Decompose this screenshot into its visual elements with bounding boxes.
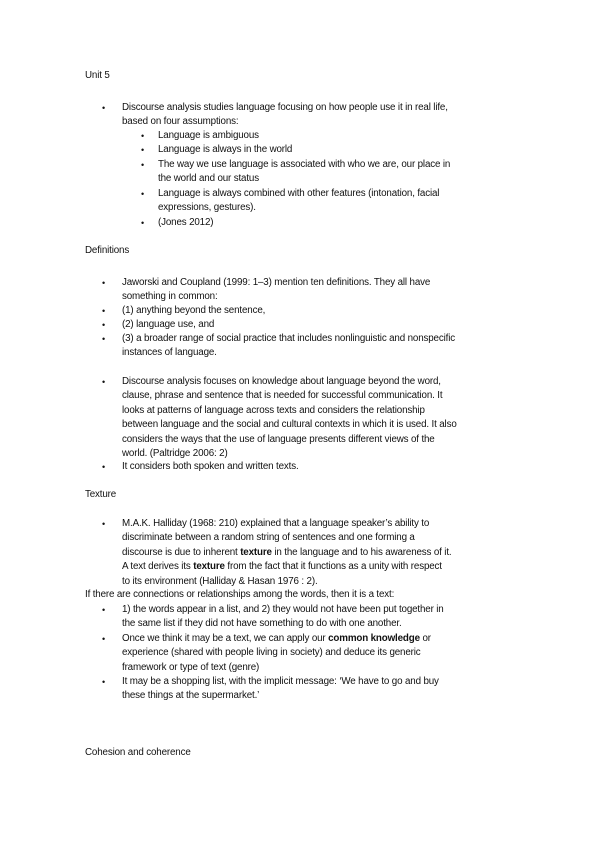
text-line: Discourse analysis focuses on knowledge about language beyond the word, xyxy=(122,376,441,387)
text-line xyxy=(122,546,451,560)
section-heading: Texture xyxy=(85,489,117,500)
bullet-icon: • xyxy=(141,131,145,141)
text-segment: in the language and to his awareness of it. xyxy=(271,546,452,558)
section-heading: Unit 5 xyxy=(85,70,110,81)
bullet-icon: • xyxy=(102,377,106,387)
bullet-icon: • xyxy=(141,189,145,199)
bold-term: texture xyxy=(240,546,272,558)
text-line: discriminate between a random string of sentences and one forming a xyxy=(122,532,415,544)
text-line: instances of language. xyxy=(122,347,217,359)
section-heading: Cohesion and coherence xyxy=(85,747,191,758)
text-line: these things at the supermarket.’ xyxy=(122,690,260,702)
text-segment: discourse is due to inherent xyxy=(122,546,241,558)
bullet-icon: • xyxy=(141,145,145,155)
text-line: 1) the words appear in a list, and 2) they would not have been put together in xyxy=(122,604,444,615)
text-line: Language is always combined with other features (intonation, facial xyxy=(158,188,440,199)
text-line: world. (Paltridge 2006: 2) xyxy=(122,448,228,459)
bullet-icon: • xyxy=(102,605,106,615)
text-line: Jaworski and Coupland (1999: 1–3) mention ten definitions. They all have xyxy=(122,277,431,288)
bullet-icon: • xyxy=(102,278,106,288)
text-line: expressions, gestures). xyxy=(158,202,256,214)
text-segment: or xyxy=(419,633,431,644)
bullet-icon: • xyxy=(102,103,106,113)
text-line xyxy=(122,560,442,574)
text-line: M.A.K. Halliday (1968: 210) explained that a language speaker’s ability to xyxy=(122,518,430,529)
text-line: It may be a shopping list, with the implicit message: ‘We have to go and buy xyxy=(122,676,439,687)
text-line xyxy=(122,632,431,646)
text-line: Language is ambiguous xyxy=(158,130,259,141)
text-segment: A text derives its xyxy=(122,561,194,573)
bullet-icon: • xyxy=(102,519,106,529)
text-segment: from the fact that it functions as a unity with respect xyxy=(224,561,442,573)
section-heading: Definitions xyxy=(85,245,130,256)
text-line: clause, phrase and sentence that is needed for successful communication. It xyxy=(122,390,443,402)
text-line: considers the ways that the use of language presents different views of the xyxy=(122,433,435,445)
bullet-icon: • xyxy=(102,320,106,330)
text-line: (Jones 2012) xyxy=(158,217,214,228)
text-line: (1) anything beyond the sentence, xyxy=(122,305,266,316)
text-line: the same list if they did not have something to do with one another. xyxy=(122,618,402,630)
text-line: the world and our status xyxy=(158,173,259,185)
bullet-icon: • xyxy=(141,160,145,170)
text-line: to its environment (Halliday & Hasan 1976 : 2). xyxy=(122,575,318,587)
text-line: framework or type of text (genre) xyxy=(122,661,260,673)
text-line: looks at patterns of language across texts and considers the relationship xyxy=(122,404,425,416)
bullet-icon: • xyxy=(102,462,106,472)
text-line: something in common: xyxy=(122,291,218,303)
bold-term: texture xyxy=(193,561,225,573)
text-line: between language and the social and cultural contexts in which it is used. It also xyxy=(122,419,457,431)
bullet-icon: • xyxy=(102,306,106,316)
bullet-icon: • xyxy=(102,634,106,644)
text-line: Discourse analysis studies language focusing on how people use it in real life, xyxy=(122,102,448,113)
text-line: experience (shared with people living in society) and deduce its generic xyxy=(122,647,421,659)
text-line: based on four assumptions: xyxy=(122,116,239,128)
text-line: It considers both spoken and written texts. xyxy=(122,461,299,472)
bullet-icon: • xyxy=(102,677,106,687)
text-segment: Once we think it may be a text, we can apply our xyxy=(122,633,329,644)
bold-term: common knowledge xyxy=(328,633,420,644)
bullet-icon: • xyxy=(141,218,145,228)
text-line: The way we use language is associated with who we are, our place in xyxy=(158,159,451,170)
text-line: If there are connections or relationships among the words, then it is a text: xyxy=(85,589,395,600)
bullet-icon: • xyxy=(102,334,106,344)
text-line: Language is always in the world xyxy=(158,144,293,155)
text-line: (2) language use, and xyxy=(122,319,215,330)
text-line: (3) a broader range of social practice that includes nonlinguistic and nonspecific xyxy=(122,333,455,344)
